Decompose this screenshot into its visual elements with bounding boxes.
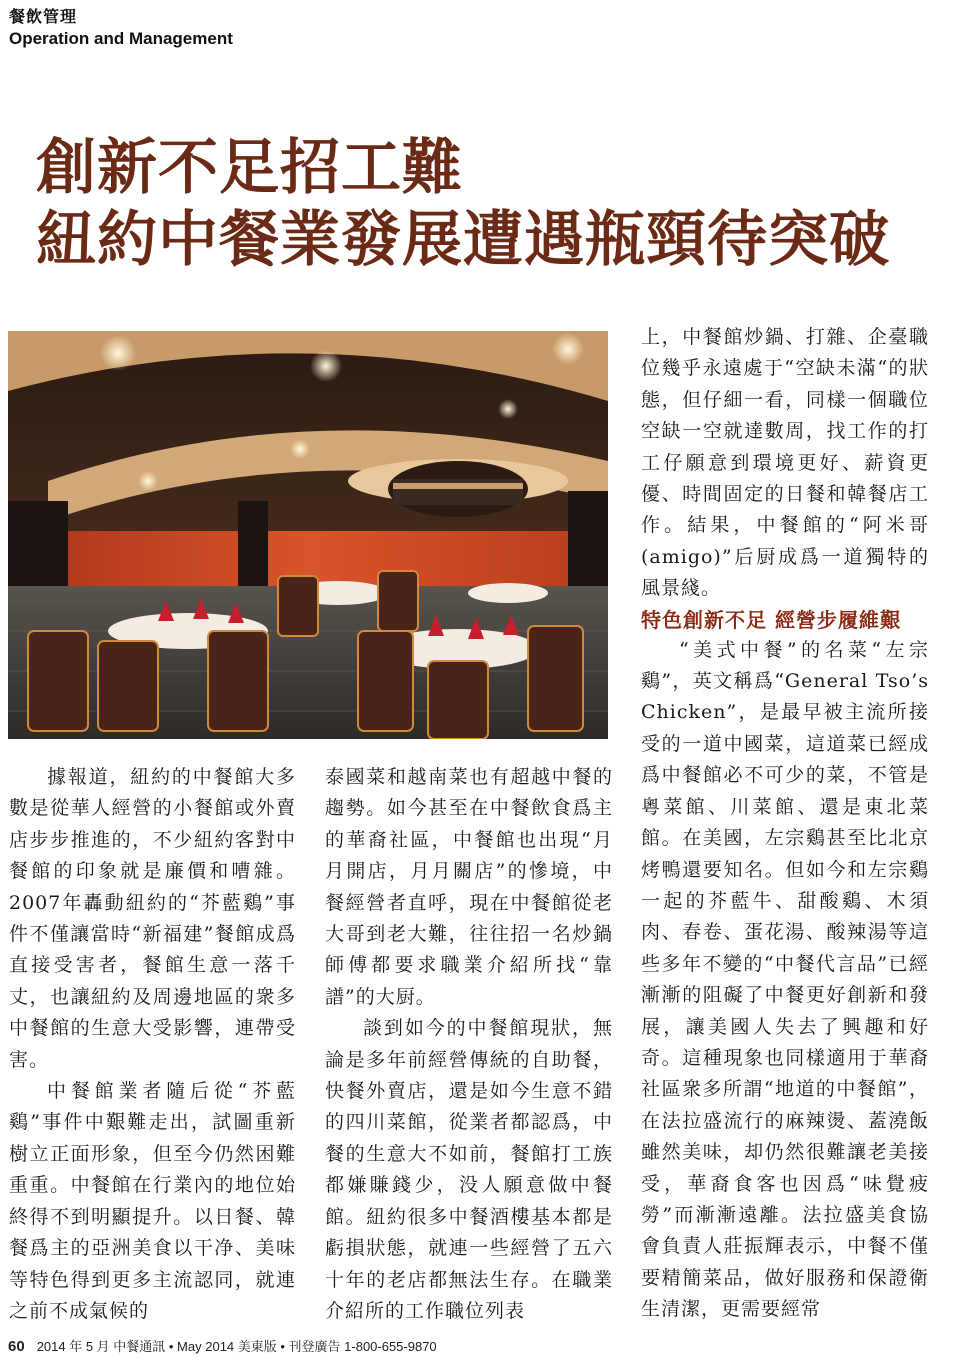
restaurant-photo	[8, 331, 608, 739]
article-paragraph: 據報道，紐約的中餐館大多數是從華人經營的小餐館或外賣店步步推進的，不少紐約客對中餐館的印象就是廉價和嘈雜。2007年轟動紐約的“芥藍鷄”事件不僅讓當時“新福建”餐館成爲直接受害者，餐館生意一落千丈，也讓紐約及周邊地區的衆多中餐館的生意大受影響，連帶受害。	[9, 766, 296, 1071]
page-number: 60	[8, 1338, 25, 1355]
article-paragraph: 談到如今的中餐館現狀，無論是多年前經營傳統的自助餐，快餐外賣店，還是如今生意不錯的四川菜館，從業者都認爲，中餐的生意大不如前，餐館打工族都嫌賺錢少，没人願意做中餐館。紐約很多中餐酒樓基本都是虧損狀態，就連一些經營了五六十年的老店都無法生存。在職業介紹所的工作職位列表	[325, 1017, 613, 1322]
footer-text: 2014 年 5 月 中餐通訊 • May 2014 美東版 • 刊登廣告 1-800-655-9870	[36, 1339, 437, 1354]
article-column-3	[641, 322, 929, 1326]
headline-line-2: 紐約中餐業發展遭遇瓶頸待突破	[36, 205, 890, 275]
headline	[36, 132, 951, 276]
headline-line-1: 創新不足招工難	[36, 133, 463, 203]
article-paragraph: 泰國菜和越南菜也有超越中餐的趨勢。如今甚至在中餐飲食爲主的華裔社區，中餐館也出現“月月開店，月月關店”的慘境，中餐經營者直呼，現在中餐館從老大哥到老大難，往往招一名炒鍋師傅都要求職業介紹所找“靠譜”的大厨。	[325, 766, 613, 1008]
article-column-1	[9, 762, 296, 1327]
article-subheading: 特色創新不足 經營步履維艱	[641, 607, 901, 632]
article-paragraph: “美式中餐”的名菜“左宗鷄”，英文稱爲“General Tso’s Chicken”，是最早被主流所接受的一道中國菜，這道菜已經成爲中餐館必不可少的菜，不管是粵菜館、川菜館、還是東北菜館。在美國，左宗鷄甚至比北京烤鴨還要知名。但如今和左宗鷄一起的芥藍牛、甜酸鷄、木須肉、春卷、蛋花湯、酸辣湯等這些多年不變的“中餐代言品”已經漸漸的阻礙了中餐更好創新和發展，讓美國人失去了興趣和好奇。這種現象也同樣適用于華裔社區衆多所謂“地道的中餐館”，在法拉盛流行的麻辣燙、蓋澆飯雖然美味，却仍然很難讓老美接受，華裔食客也因爲“味覺疲勞”而漸漸遠離。法拉盛美食協會負責人莊振輝表示，中餐不僅要精簡菜品，做好服務和保證衛生清潔，更需要經常	[641, 638, 929, 1321]
section-label-zh: 餐飲管理	[9, 7, 78, 26]
section-label-en: Operation and Management	[9, 29, 233, 48]
article-column-2	[325, 762, 613, 1327]
page-footer	[8, 1336, 437, 1355]
article-paragraph: 中餐館業者隨后從“芥藍鷄”事件中艱難走出，試圖重新樹立正面形象，但至今仍然困難重重。中餐館在行業內的地位始終得不到明顯提升。以日餐、韓餐爲主的亞洲美食以干净、美味等特色得到更多主流認同，就連之前不成氣候的	[9, 1080, 296, 1322]
article-paragraph: 上，中餐館炒鍋、打雜、企臺職位幾乎永遠處于“空缺未滿“的狀態，但仔細一看，同樣一個職位空缺一空就達數周，找工作的打工仔願意到環境更好、薪資更優、時間固定的日餐和韓餐店工作。結果，中餐館的“阿米哥(amigo)”后厨成爲一道獨特的風景綫。	[641, 326, 929, 600]
